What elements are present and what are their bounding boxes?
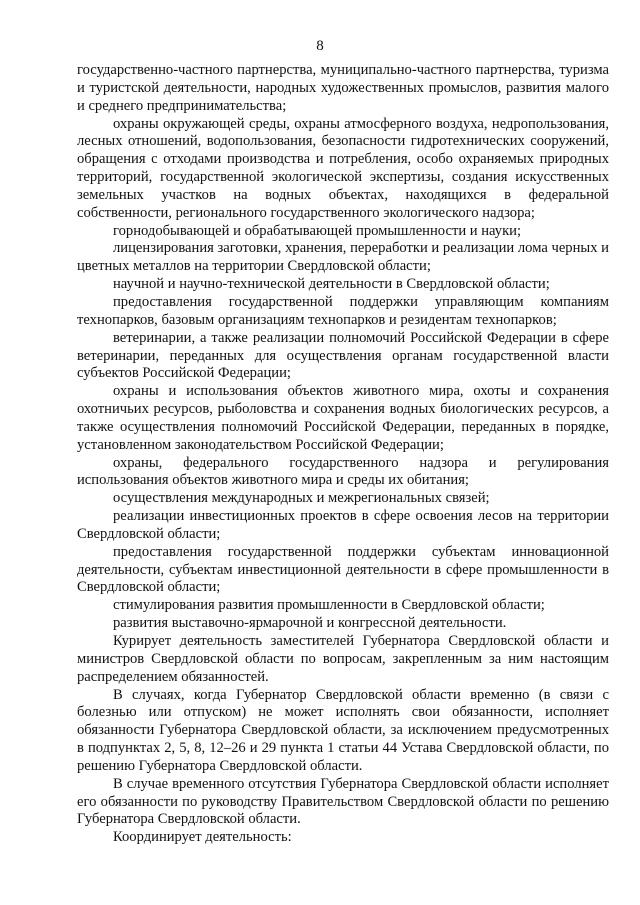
paragraph: предоставления государственной поддержки управляющим компаниям технопарков, базовым организациям технопарков и резидентам технопарков;	[77, 293, 609, 328]
paragraph: охраны окружающей среды, охраны атмосферного воздуха, недропользования, лесных отношений, водопользования, безопасности гидротехнических сооружений, обращения с отходами производства и потребления, особо охраняемых природных территорий, государственной экологической экспертизы, создания искусственных земельных участков на водных объектах, находящихся в федеральной собственности, регионального государственного экологического надзора;	[77, 115, 609, 221]
paragraph: стимулирования развития промышленности в Свердловской области;	[113, 597, 545, 614]
page-number: 8	[316, 38, 324, 54]
paragraph: предоставления государственной поддержки субъектам инновационной деятельности, субъектам инвестиционной деятельности в сфере промышленности в Свердловской области;	[77, 543, 609, 596]
paragraph: реализации инвестиционных проектов в сфере освоения лесов на территории Свердловской области;	[77, 508, 609, 542]
paragraph: государственно-частного партнерства, муниципально-частного партнерства, туризма и туристской деятельности, народных художественных промыслов, развития малого и среднего предпринимательства;	[77, 62, 609, 114]
paragraph: В случаях, когда Губернатор Свердловской области временно (в связи с болезнью или отпуском) не может исполнять свои обязанности, исполняет обязанности Губернатора Свердловской области, за исключением предусмотренных в подпунктах 2, 5, 8, 12–26 и 29 пункта 1 статьи 44 Устава Свердловской области, по решению Губернатора Свердловской области.	[77, 686, 609, 774]
paragraph: охраны, федерального государственного надзора и регулирования использования объектов животного мира и среды их обитания;	[77, 454, 609, 489]
paragraph: развития выставочно-ярмарочной и конгрессной деятельности.	[113, 615, 507, 632]
paragraph: осуществления международных и межрегиональных связей;	[113, 490, 490, 507]
paragraph: лицензирования заготовки, хранения, переработки и реализации лома черных и цветных металлов на территории Свердловской области;	[77, 240, 609, 275]
paragraph: охраны и использования объектов животного мира, охоты и сохранения охотничьих ресурсов, рыболовства и сохранения водных биологических ресурсов, а также осуществления полномочий Российской Федерации, переданных в порядке, установленном законодательством Российской Федерации;	[77, 383, 609, 453]
paragraph: Курирует деятельность заместителей Губернатора Свердловской области и министров Свердловской области по вопросам, закрепленным за ним настоящим распределением обязанностей.	[77, 633, 609, 685]
paragraph: ветеринарии, а также реализации полномочий Российской Федерации в сфере ветеринарии, переданных для осуществления органам государственной власти субъектов Российской Федерации;	[77, 329, 609, 382]
paragraph: научной и научно-технической деятельности в Свердловской области;	[113, 276, 550, 293]
document-body	[77, 62, 609, 847]
paragraph: В случае временного отсутствия Губернатора Свердловской области исполняет его обязанности по руководству Правительством Свердловской области по решению Губернатора Свердловской области.	[77, 775, 609, 828]
paragraph: Координирует деятельность:	[113, 829, 292, 846]
paragraph: горнодобывающей и обрабатывающей промышленности и науки;	[113, 222, 522, 239]
